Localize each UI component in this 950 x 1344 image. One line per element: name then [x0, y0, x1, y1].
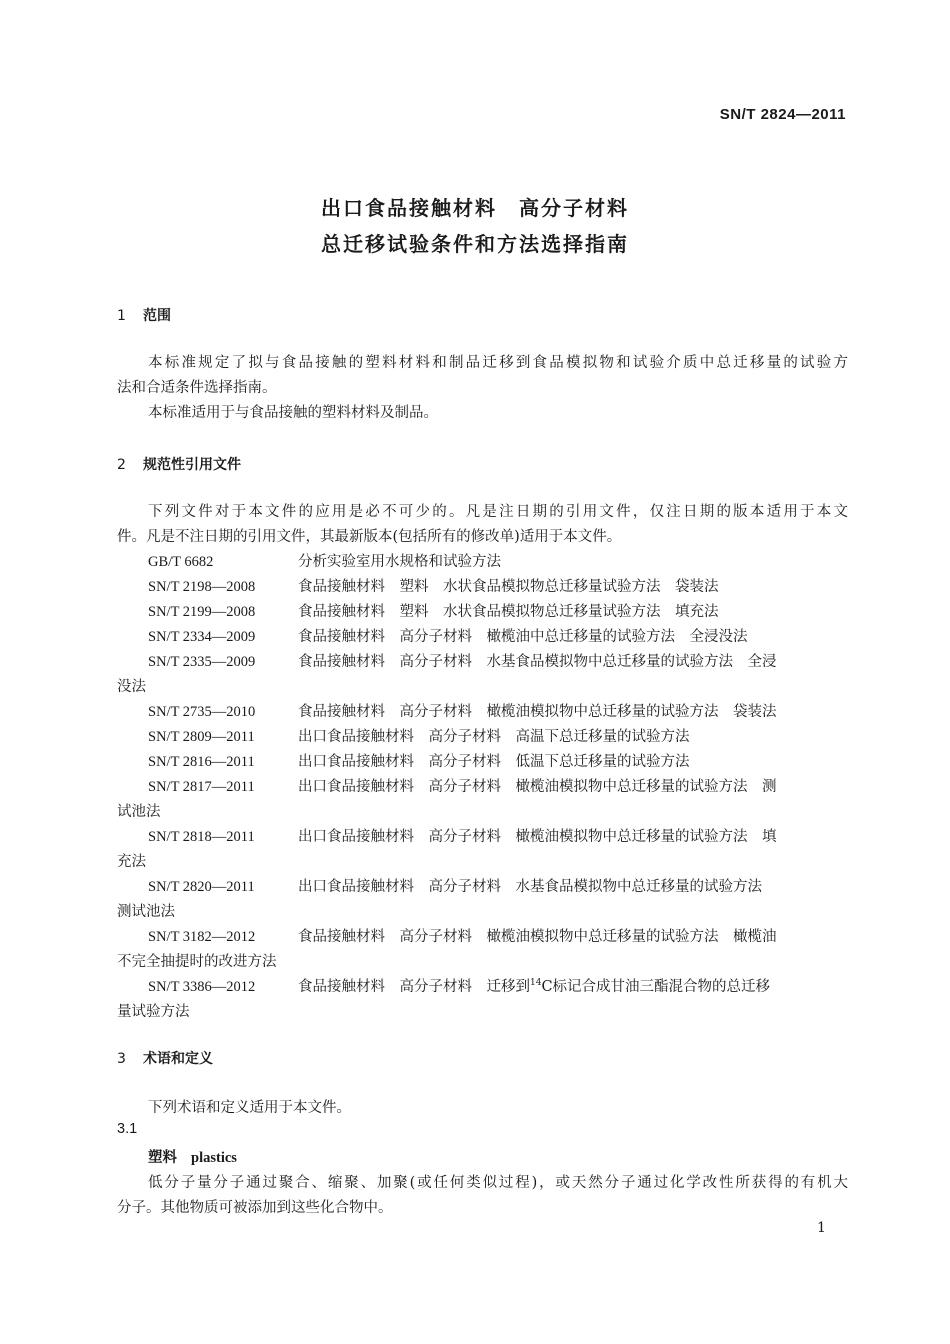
section-number: 2: [117, 457, 126, 473]
reference-title: 食品接触材料 高分子材料 水基食品模拟物中总迁移量的试验方法 全浸: [298, 654, 777, 670]
reference-continuation: 没法: [117, 679, 146, 695]
reference-entry: [148, 875, 762, 896]
reference-code: SN/T 2335—2009: [148, 654, 256, 670]
reference-code: SN/T 3182—2012: [148, 929, 256, 945]
section-1-heading: [117, 305, 171, 325]
term-english: plastics: [191, 1150, 237, 1166]
reference-entry: [148, 550, 501, 571]
section-3-heading: [117, 1048, 213, 1068]
reference-title: 分析实验室用水规格和试验方法: [298, 554, 501, 570]
reference-title: 出口食品接触材料 高分子材料 低温下总迁移量的试验方法: [298, 754, 690, 770]
paragraph-line: 分子。其他物质可被添加到这些化合物中。: [117, 1200, 393, 1216]
reference-code: SN/T 2818—2011: [148, 829, 255, 845]
reference-code: SN/T 2817—2011: [148, 779, 255, 795]
reference-entry: [148, 975, 770, 996]
section-title: 范围: [143, 308, 171, 324]
paragraph-line: 下列文件对于本文件的应用是必不可少的。凡是注日期的引用文件，仅注日期的版本适用于本文: [148, 504, 848, 520]
standard-code: SN/T 2824—2011: [719, 106, 846, 123]
paragraph-line: 件。凡是不注日期的引用文件，其最新版本(包括所有的修改单)适用于本文件。: [117, 529, 622, 545]
reference-code: SN/T 2334—2009: [148, 629, 256, 645]
term-number: 3.1: [117, 1121, 138, 1137]
reference-entry: [148, 600, 719, 621]
reference-entry: [148, 625, 748, 646]
paragraph-line: 法和合适条件选择指南。: [117, 380, 277, 396]
paragraph-line: 低分子量分子通过聚合、缩聚、加聚(或任何类似过程)，或天然分子通过化学改性所获得的有机大: [148, 1175, 848, 1191]
reference-title: 食品接触材料 高分子材料 橄榄油中总迁移量的试验方法 全浸没法: [298, 629, 748, 645]
reference-code: SN/T 2816—2011: [148, 754, 255, 770]
reference-code: SN/T 2820—2011: [148, 879, 255, 895]
reference-title: 食品接触材料 高分子材料 橄榄油模拟物中总迁移量的试验方法 橄榄油: [298, 929, 777, 945]
reference-title: 出口食品接触材料 高分子材料 橄榄油模拟物中总迁移量的试验方法 填: [298, 829, 777, 845]
reference-title: 食品接触材料 塑料 水状食品模拟物总迁移量试验方法 袋装法: [298, 579, 719, 595]
reference-code: SN/T 2809—2011: [148, 729, 255, 745]
reference-code: SN/T 2199—2008: [148, 604, 256, 620]
reference-continuation: 不完全抽提时的改进方法: [117, 954, 277, 970]
reference-title-pre: 食品接触材料 高分子材料 迁移到: [298, 979, 530, 995]
reference-entry: [148, 775, 777, 796]
reference-entry: [148, 725, 690, 746]
reference-continuation: 试池法: [117, 804, 161, 820]
term-chinese: 塑料: [148, 1149, 177, 1166]
reference-title: 食品接触材料 高分子材料 橄榄油模拟物中总迁移量的试验方法 袋装法: [298, 704, 777, 720]
reference-entry: [148, 650, 777, 671]
reference-code: GB/T 6682: [148, 554, 214, 570]
paragraph-line: 本标准规定了拟与食品接触的塑料材料和制品迁移到食品模拟物和试验介质中总迁移量的试验方: [148, 355, 848, 371]
document-title-line-1: 出口食品接触材料 高分子材料: [321, 196, 629, 220]
reference-continuation: 充法: [117, 854, 146, 870]
reference-title: 出口食品接触材料 高分子材料 水基食品模拟物中总迁移量的试验方法: [298, 879, 762, 895]
reference-code: SN/T 2735—2010: [148, 704, 256, 720]
reference-code: SN/T 3386—2012: [148, 979, 256, 995]
reference-entry: [148, 700, 777, 721]
reference-entry: [148, 575, 719, 596]
paragraph-line: 下列术语和定义适用于本文件。: [148, 1100, 351, 1116]
superscript-14: 14: [530, 978, 542, 988]
reference-code: SN/T 2198—2008: [148, 579, 256, 595]
document-title-line-2: 总迁移试验条件和方法选择指南: [321, 232, 629, 256]
section-title: 术语和定义: [143, 1051, 213, 1067]
reference-title-post: C标记合成甘油三酯混合物的总迁移: [541, 979, 771, 995]
reference-entry: [148, 925, 777, 946]
page-number: 1: [817, 1220, 826, 1236]
section-number: 3: [117, 1051, 126, 1067]
reference-title: 食品接触材料 塑料 水状食品模拟物总迁移量试验方法 填充法: [298, 604, 719, 620]
reference-entry: [148, 825, 777, 846]
reference-title: 出口食品接触材料 高分子材料 橄榄油模拟物中总迁移量的试验方法 测: [298, 779, 777, 795]
section-2-heading: [117, 454, 241, 474]
reference-title: 出口食品接触材料 高分子材料 高温下总迁移量的试验方法: [298, 729, 690, 745]
reference-entry: [148, 750, 690, 771]
reference-continuation: 测试池法: [117, 904, 175, 920]
section-number: 1: [117, 308, 126, 324]
paragraph-line: 本标准适用于与食品接触的塑料材料及制品。: [148, 405, 438, 421]
term-heading: [148, 1146, 237, 1167]
section-title: 规范性引用文件: [143, 457, 241, 473]
reference-continuation: 量试验方法: [117, 1004, 190, 1020]
